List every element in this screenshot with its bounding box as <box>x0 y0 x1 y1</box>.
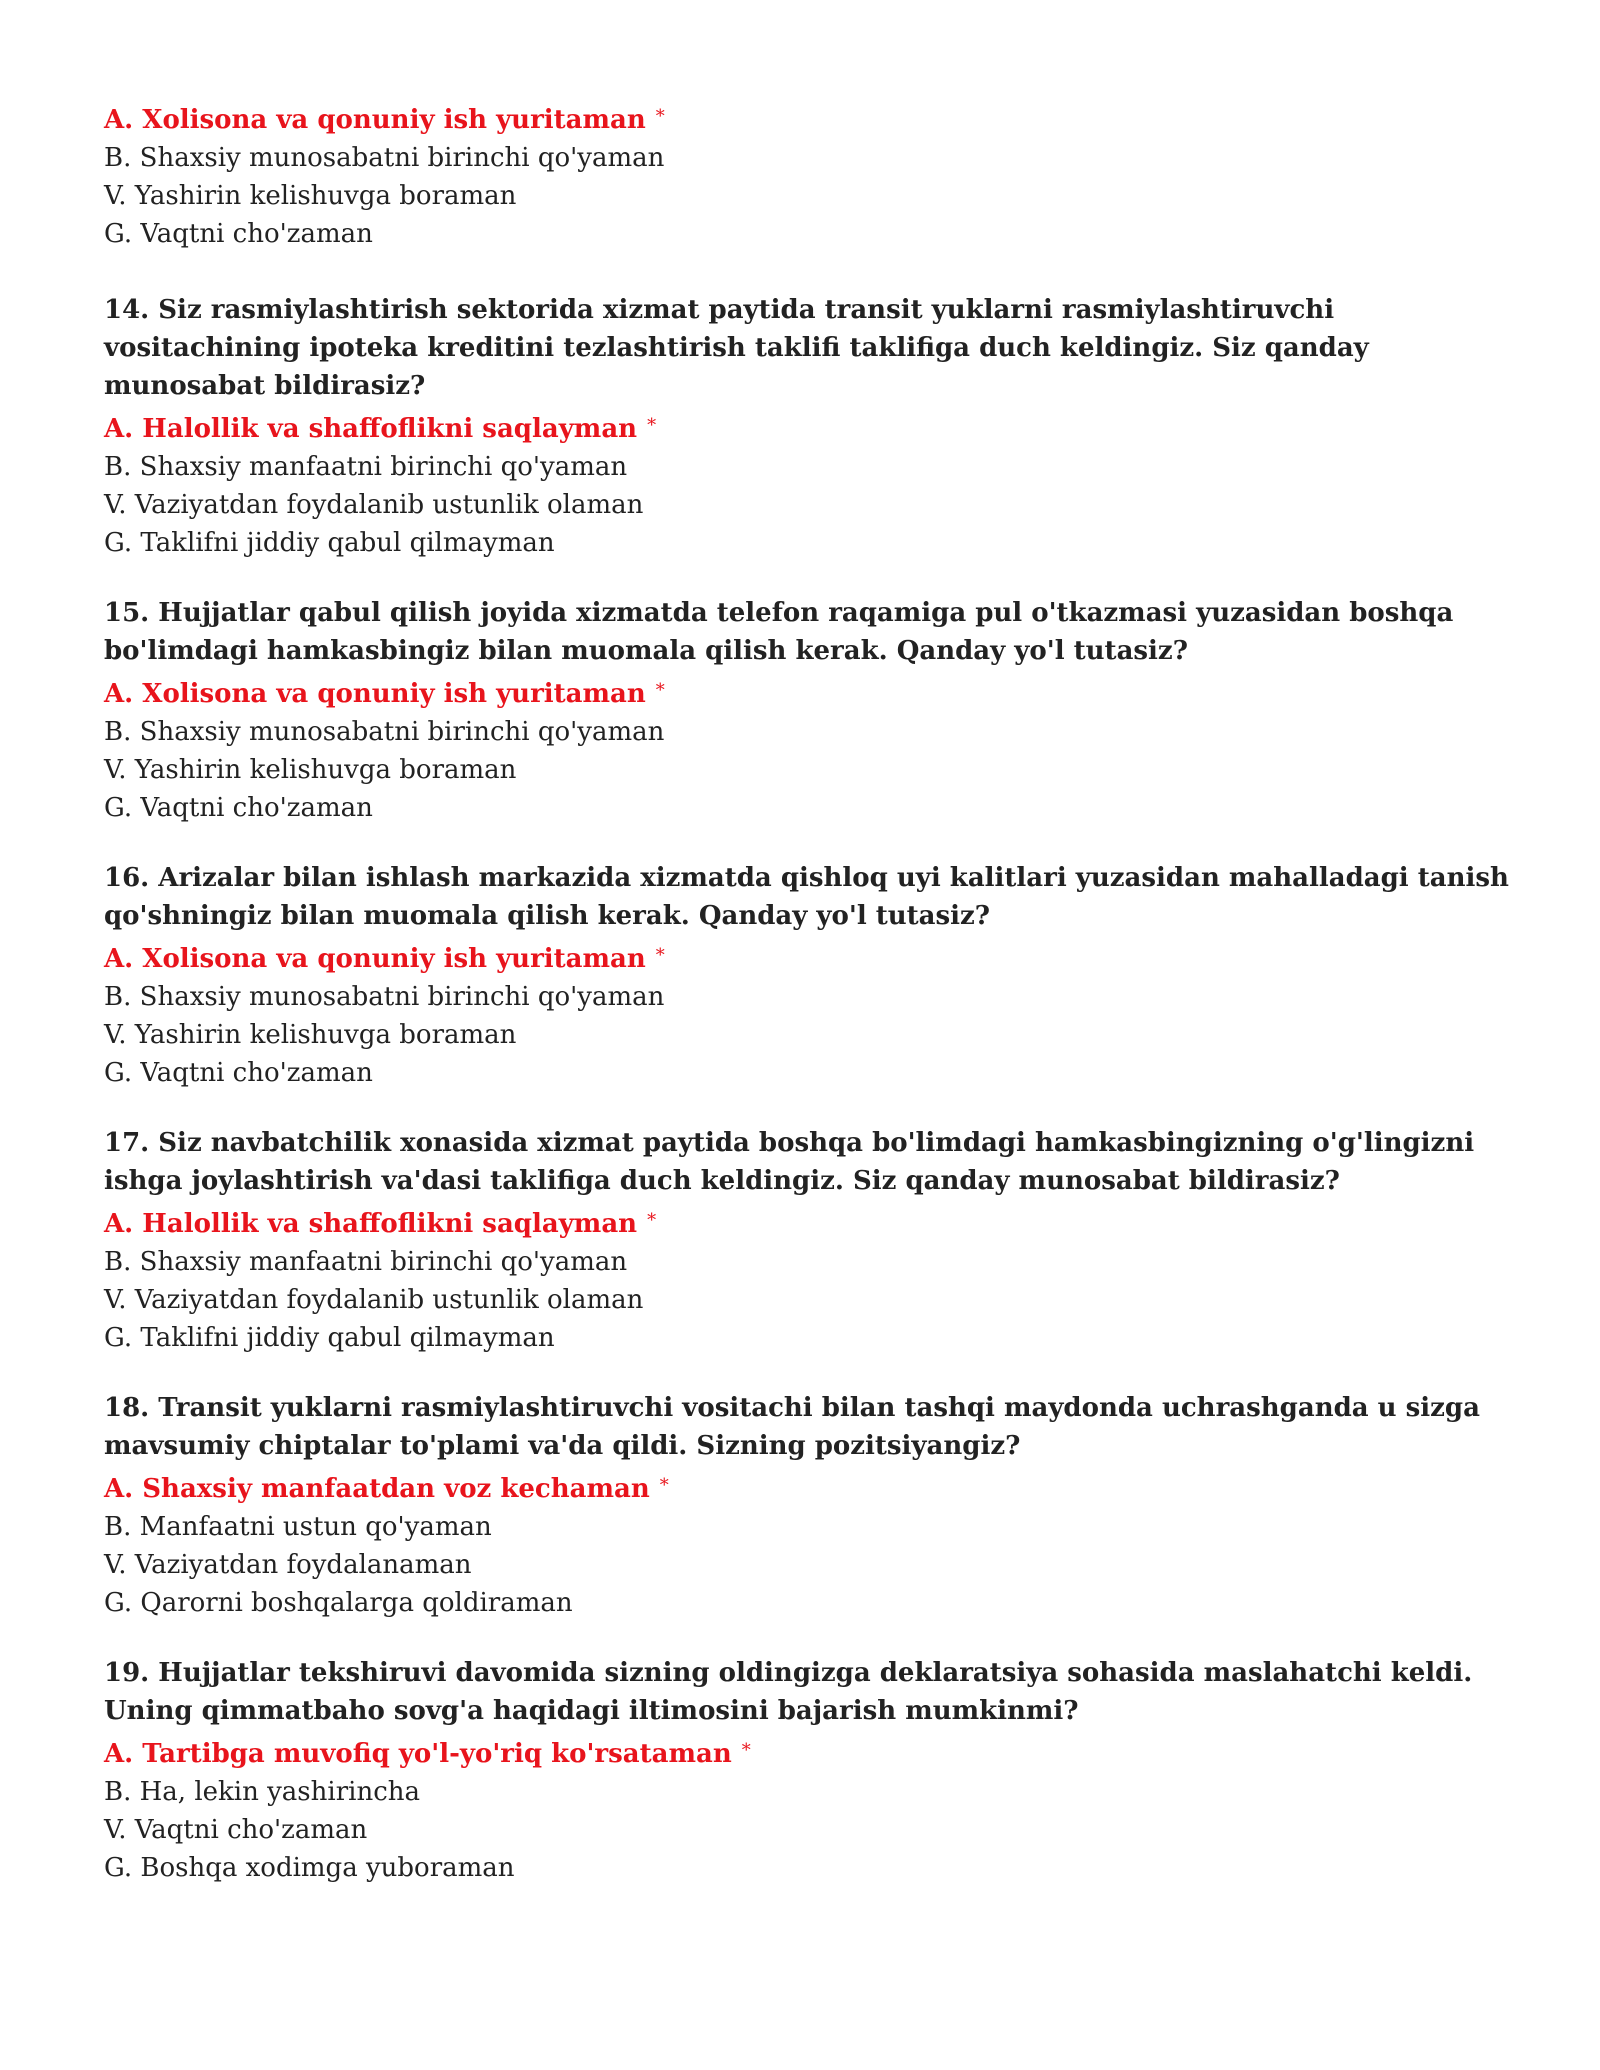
document-page <box>104 98 1524 1919</box>
option: B. Shaxsiy manfaatni birinchi qo'yaman <box>104 1247 628 1277</box>
option: B. Manfaatni ustun qo'yaman <box>104 1512 492 1542</box>
option: B. Ha, lekin yashirincha <box>104 1777 421 1807</box>
question-text: 15. Hujjatlar qabul qilish joyida xizmatda telefon raqamiga pul o'tkazmasi yuzasidan boshqa bo'limdagi hamkasbingiz bilan muomala qilish kerak. Qanday yo'l tutasiz? <box>104 598 1454 666</box>
option-correct: A. Xolisona va qonuniy ish yuritaman * <box>104 679 665 709</box>
option: V. Vaziyatdan foydalanib ustunlik olaman <box>104 490 644 520</box>
option: V. Yashirin kelishuvga boraman <box>104 1020 517 1050</box>
option-correct: A. Xolisona va qonuniy ish yuritaman * <box>104 944 665 974</box>
correct-marker: * <box>655 945 665 966</box>
correct-marker: * <box>655 680 665 701</box>
question-block-19 <box>104 1654 1524 1887</box>
option: G. Taklifni jiddiy qabul qilmayman <box>104 528 555 558</box>
question-block-14 <box>104 291 1524 562</box>
question-text: 17. Siz navbatchilik xonasida xizmat paytida boshqa bo'limdagi hamkasbingizning o'g'lingizni ishga joylashtirish va'dasi taklifiga duch keldingiz. Siz qanday munosabat bildirasiz? <box>104 1128 1475 1196</box>
option: G. Boshqa xodimga yuboraman <box>104 1853 515 1883</box>
option: G. Taklifni jiddiy qabul qilmayman <box>104 1323 555 1353</box>
option: B. Shaxsiy manfaatni birinchi qo'yaman <box>104 452 628 482</box>
option: V. Vaziyatdan foydalanaman <box>104 1550 472 1580</box>
option-correct: A. Halollik va shaffoflikni saqlayman * <box>104 414 657 444</box>
option: G. Qarorni boshqalarga qoldiraman <box>104 1588 573 1618</box>
option: B. Shaxsiy munosabatni birinchi qo'yaman <box>104 982 665 1012</box>
question-block-16 <box>104 859 1524 1092</box>
option: G. Vaqtni cho'zaman <box>104 1058 373 1088</box>
option-correct: A. Shaxsiy manfaatdan voz kechaman * <box>104 1474 669 1504</box>
option-correct: A. Halollik va shaffoflikni saqlayman * <box>104 1209 657 1239</box>
question-block-18 <box>104 1389 1524 1622</box>
correct-marker: * <box>659 1475 669 1496</box>
option: V. Yashirin kelishuvga boraman <box>104 181 517 211</box>
option: V. Vaziyatdan foydalanib ustunlik olaman <box>104 1285 644 1315</box>
option: B. Shaxsiy munosabatni birinchi qo'yaman <box>104 143 665 173</box>
option-correct: A. Tartibga muvofiq yo'l-yo'riq ko'rsataman * <box>104 1739 751 1769</box>
correct-marker: * <box>741 1740 751 1761</box>
correct-marker: * <box>655 106 665 127</box>
question-block-15 <box>104 594 1524 827</box>
option: B. Shaxsiy munosabatni birinchi qo'yaman <box>104 717 665 747</box>
question-text: 18. Transit yuklarni rasmiylashtiruvchi vositachi bilan tashqi maydonda uchrashganda u sizga mavsumiy chiptalar to'plami va'da qildi. Sizning pozitsiyangiz? <box>104 1393 1480 1461</box>
question-block-13-continued <box>104 98 1524 253</box>
question-text: 16. Arizalar bilan ishlash markazida xizmatda qishloq uyi kalitlari yuzasidan mahalladagi tanish qo'shningiz bilan muomala qilish kerak. Qanday yo'l tutasiz? <box>104 863 1509 931</box>
option: G. Vaqtni cho'zaman <box>104 219 373 249</box>
option: V. Vaqtni cho'zaman <box>104 1815 368 1845</box>
question-block-17 <box>104 1124 1524 1357</box>
option: G. Vaqtni cho'zaman <box>104 793 373 823</box>
option-correct: A. Xolisona va qonuniy ish yuritaman * <box>104 105 665 135</box>
correct-marker: * <box>647 1210 657 1231</box>
question-text: 19. Hujjatlar tekshiruvi davomida sizning oldingizga deklaratsiya sohasida maslahatchi keldi. Uning qimmatbaho sovg'a haqidagi iltimosini bajarish mumkinmi? <box>104 1658 1473 1726</box>
question-text: 14. Siz rasmiylashtirish sektorida xizmat paytida transit yuklarni rasmiylashtiruvchi vositachining ipoteka kreditini tezlashtirish taklifi taklifiga duch keldingiz. Siz qanday munosabat bildirasiz? <box>104 295 1369 401</box>
option: V. Yashirin kelishuvga boraman <box>104 755 517 785</box>
correct-marker: * <box>647 415 657 436</box>
